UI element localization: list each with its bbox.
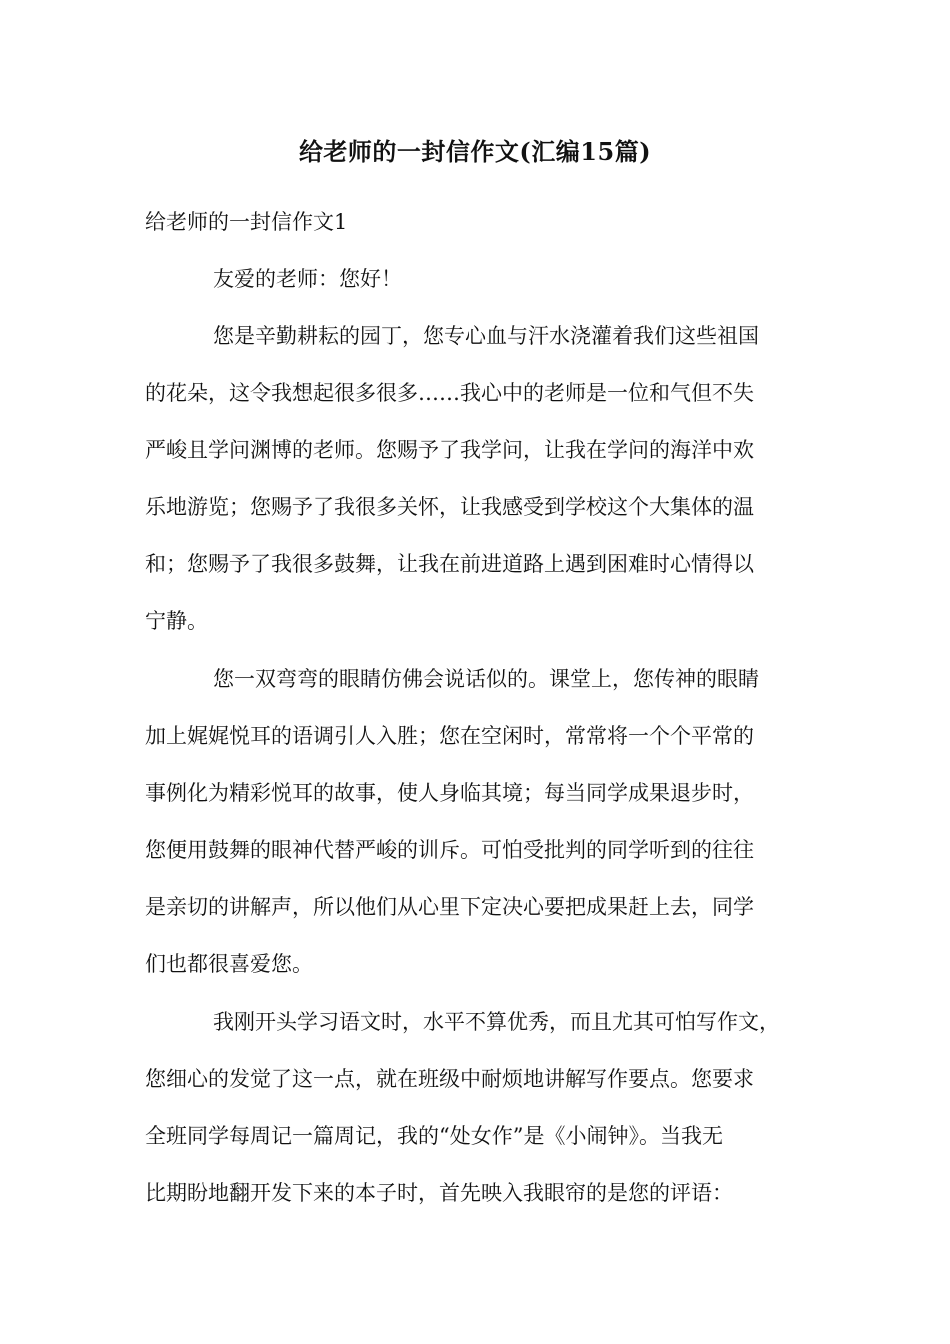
document-title: 给老师的一封信作文(汇编15篇) <box>298 137 652 166</box>
paragraph-line: 宁静。 <box>145 609 208 633</box>
paragraph-line: 您一双弯弯的眼睛仿佛会说话似的。课堂上，您传神的眼睛 <box>213 667 759 691</box>
paragraph-line: 是亲切的讲解声，所以他们从心里下定决心要把成果赶上去，同学 <box>145 895 754 919</box>
paragraph-line: 加上娓娓悦耳的语调引人入胜；您在空闲时，常常将一个个平常的 <box>145 724 754 748</box>
paragraph-line: 的花朵，这令我想起很多很多……我心中的老师是一位和气但不失 <box>145 381 754 405</box>
paragraph-line: 严峻且学问渊博的老师。您赐予了我学问，让我在学问的海洋中欢 <box>145 438 754 462</box>
paragraph-line: 您便用鼓舞的眼神代替严峻的训斥。可怕受批判的同学听到的往往 <box>145 838 754 862</box>
salutation-line: 友爱的老师：您好！ <box>213 267 402 291</box>
paragraph-line: 们也都很喜爱您。 <box>145 952 313 976</box>
paragraph-line: 您是辛勤耕耘的园丁，您专心血与汗水浇灌着我们这些祖国 <box>213 324 759 348</box>
paragraph-line: 我刚开头学习语文时，水平不算优秀，而且尤其可怕写作文， <box>213 1010 780 1034</box>
paragraph-line: 事例化为精彩悦耳的故事，使人身临其境；每当同学成果退步时， <box>145 781 754 805</box>
paragraph-line: 比期盼地翻开发下来的本子时，首先映入我眼帘的是您的评语： <box>145 1181 733 1205</box>
section-heading: 给老师的一封信作文1 <box>145 210 348 234</box>
paragraph-line: 和；您赐予了我很多鼓舞，让我在前进道路上遇到困难时心情得以 <box>145 552 754 576</box>
paragraph-line: 乐地游览；您赐予了我很多关怀，让我感受到学校这个大集体的温 <box>145 495 754 519</box>
paragraph-line: 您细心的发觉了这一点，就在班级中耐烦地讲解写作要点。您要求 <box>145 1067 754 1091</box>
paragraph-line: 全班同学每周记一篇周记，我的“处女作”是《小闹钟》。当我无 <box>145 1124 723 1148</box>
